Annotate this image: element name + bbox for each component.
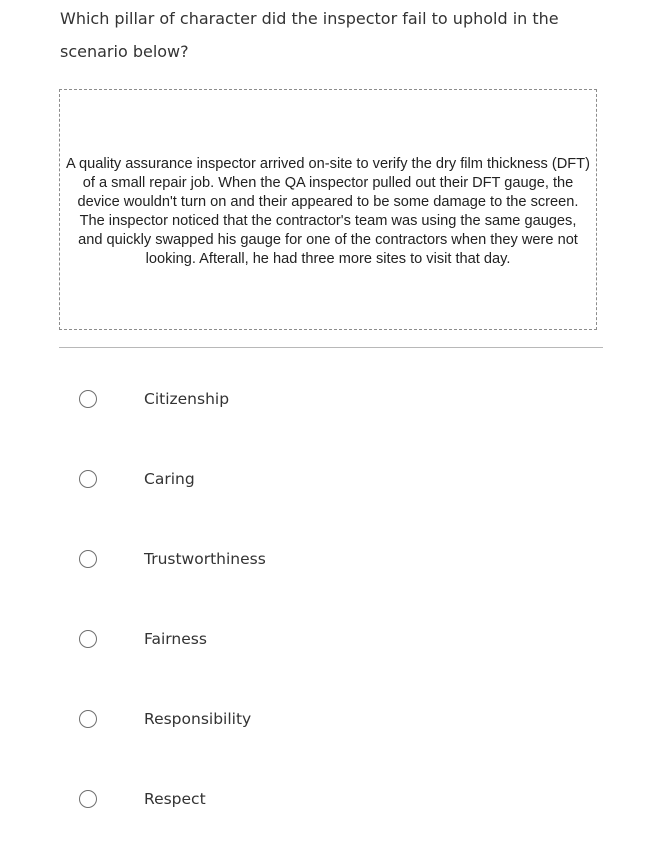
option-label: Caring xyxy=(144,470,195,488)
divider xyxy=(59,347,603,348)
radio-button[interactable] xyxy=(79,710,97,728)
scenario-text: A quality assurance inspector arrived on-site to verify the dry film thickness (DFT) of a small repair job. When the QA inspector pulled out their DFT gauge, the device wouldn't turn on and their appeared to be some damage to the screen. The inspector noticed that the contractor's team was using the same gauges, and quickly swapped his gauge for one of the contractors when they were not looking. Afterall, he had three more sites to visit that day. xyxy=(66,156,590,267)
option-trustworthiness[interactable] xyxy=(76,546,266,572)
radio-button[interactable] xyxy=(79,790,97,808)
radio-button[interactable] xyxy=(79,550,97,568)
radio-button[interactable] xyxy=(79,390,97,408)
option-citizenship[interactable] xyxy=(76,386,229,412)
option-label: Respect xyxy=(144,790,206,808)
radio-button[interactable] xyxy=(79,470,97,488)
option-label: Citizenship xyxy=(144,390,230,408)
option-label: Fairness xyxy=(144,630,207,648)
option-caring[interactable] xyxy=(76,466,195,492)
question-text: Which pillar of character did the inspector fail to uphold in the scenario below? xyxy=(60,9,559,61)
option-label: Trustworthiness xyxy=(144,550,266,568)
option-respect[interactable] xyxy=(76,786,206,812)
option-label: Responsibility xyxy=(144,710,252,728)
radio-button[interactable] xyxy=(79,630,97,648)
scenario-box xyxy=(59,89,597,330)
option-responsibility[interactable] xyxy=(76,706,251,732)
option-fairness[interactable] xyxy=(76,626,207,652)
